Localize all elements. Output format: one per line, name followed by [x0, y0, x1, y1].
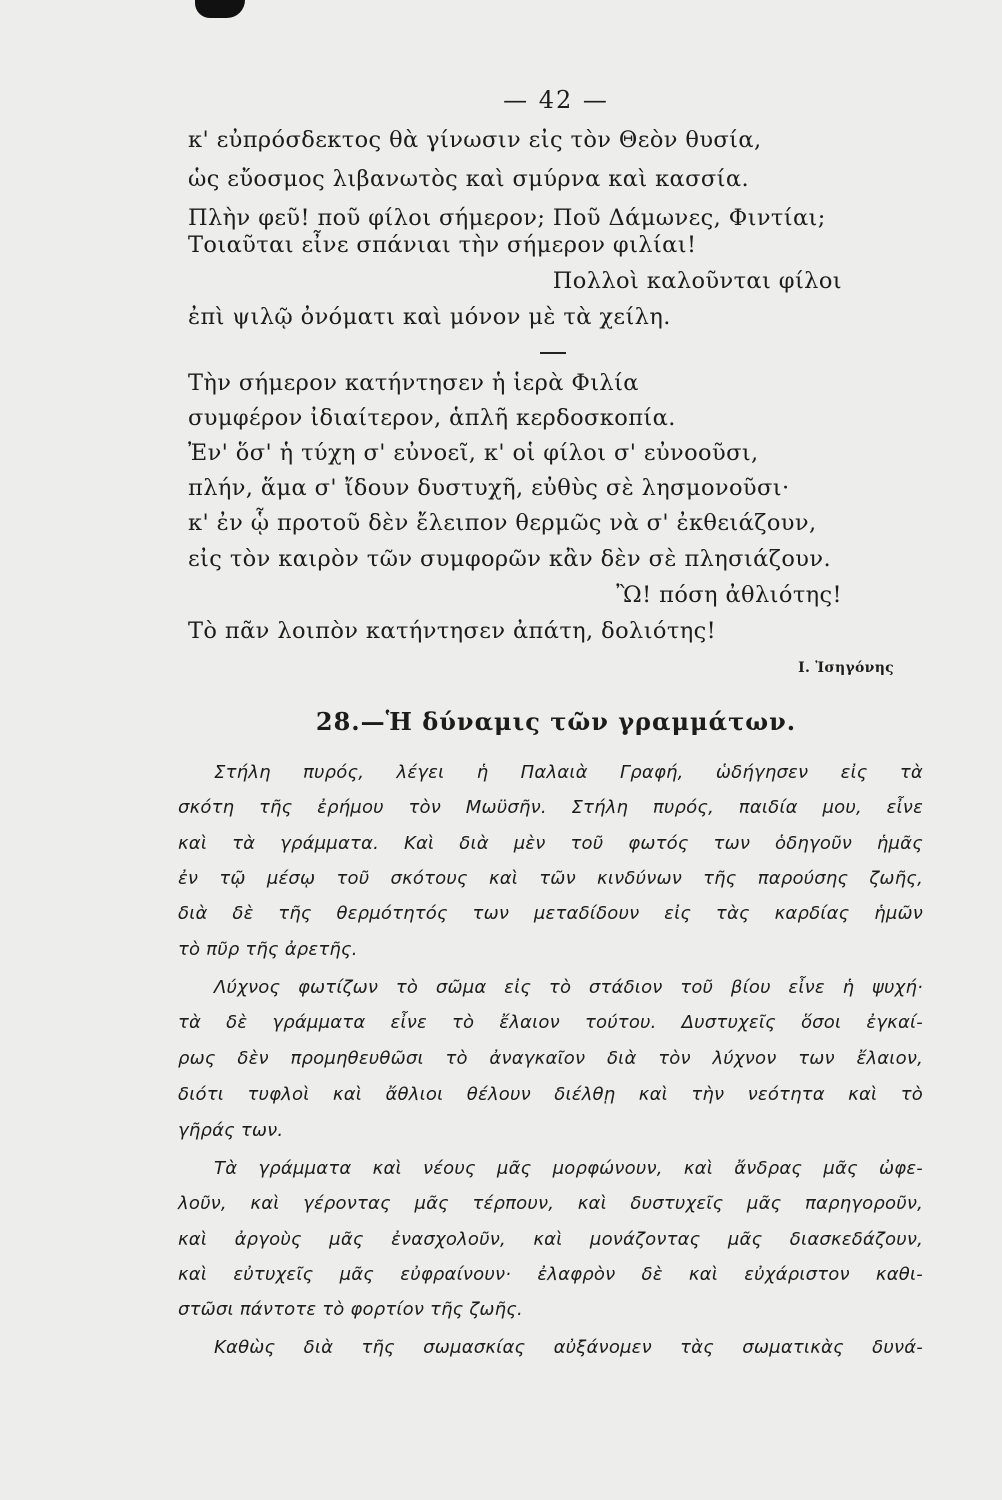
prose-line: διότι τυφλοὶ καὶ ἄθλιοι θέλουν διέλθῃ καὶ τὴν νεότητα καὶ τὸ	[178, 1084, 923, 1105]
poem-line: Ἐν' ὅσ' ἡ τύχη σ' εὐνοεῖ, κ' οἱ φίλοι σ' εὐνοοῦσι,	[188, 440, 759, 466]
prose-line: καὶ ἀργοὺς μᾶς ἐνασχολοῦν, καὶ μονάζοντας μᾶς διασκεδάζουν,	[178, 1229, 923, 1250]
prose-line: γῆράς των.	[178, 1120, 284, 1141]
prose-line: Λύχνος φωτίζων τὸ σῶμα εἰς τὸ στάδιον τοῦ βίου εἶνε ἡ ψυχή·	[214, 977, 923, 998]
page-number: — 42 —	[503, 86, 609, 114]
prose-line: ρως δὲν προμηθευθῶσι τὸ ἀναγκαῖον διὰ τὸν λύχνον των ἔλαιον,	[178, 1048, 923, 1069]
poem-line: πλήν, ἅμα σ' ἴδουν δυστυχῆ, εὐθὺς σὲ λησμονοῦσι·	[188, 475, 790, 501]
poem-line: Τοιαῦται εἶνε σπάνιαι τὴν σήμερον φιλίαι!	[188, 232, 697, 258]
prose-line: τὸ πῦρ τῆς ἀρετῆς.	[178, 939, 358, 960]
poem-line: Τὴν σήμερον κατήντησεν ἡ ἱερὰ Φιλία	[188, 370, 639, 396]
chapter-heading: 28.—Ἡ δύναμις τῶν γραμμάτων.	[315, 707, 797, 736]
poem-line: κ' ἐν ᾧ προτοῦ δὲν ἔλειπον θερμῶς νὰ σ' ἐκθειάζουν,	[188, 510, 817, 536]
prose-line: Στήλη πυρός, λέγει ἡ Παλαιὰ Γραφή, ὡδήγησεν εἰς τὰ	[214, 762, 923, 783]
poem-line: Ὢ! πόση ἀθλιότης!	[616, 582, 842, 608]
poem-line: ἐπὶ ψιλῷ ὀνόματι καὶ μόνον μὲ τὰ χείλη.	[188, 304, 671, 330]
prose-line: τὰ δὲ γράμματα εἶνε τὸ ἔλαιον τούτου. Δυστυχεῖς ὅσοι ἐγκαί-	[178, 1012, 923, 1033]
poem-line: Πλὴν φεῦ! ποῦ φίλοι σήμερον; Ποῦ Δάμωνες, Φιντίαι;	[188, 205, 826, 231]
prose-line: σκότη τῆς ἐρήμου τὸν Μωϋσῆν. Στήλη πυρός, παιδία μου, εἶνε	[178, 797, 923, 818]
prose-line: ἐν τῷ μέσῳ τοῦ σκότους καὶ τῶν κινδύνων τῆς παρούσης ζωῆς,	[178, 868, 923, 889]
prose-line: στῶσι πάντοτε τὸ φορτίον τῆς ζωῆς.	[178, 1299, 523, 1320]
prose-line: διὰ δὲ τῆς θερμότητός των μεταδίδουν εἰς τὰς καρδίας ἡμῶν	[178, 903, 923, 924]
poem-line: Τὸ πᾶν λοιπὸν κατήντησεν ἀπάτη, δολιότης!	[188, 618, 717, 644]
author-signature: Ι. Ἰσηγόνης	[798, 660, 894, 676]
prose-line: Τὰ γράμματα καὶ νέους μᾶς μορφώνουν, καὶ ἄνδρας μᾶς ὠφε-	[214, 1158, 923, 1179]
prose-line: καὶ εὐτυχεῖς μᾶς εὐφραίνουν· ἐλαφρὸν δὲ καὶ εὐχάριστον καθι-	[178, 1264, 923, 1285]
poem-line: Πολλοὶ καλοῦνται φίλοι	[552, 268, 842, 294]
prose-line: λοῦν, καὶ γέροντας μᾶς τέρπουν, καὶ δυστυχεῖς μᾶς παρηγοροῦν,	[178, 1193, 923, 1214]
poem-line: εἰς τὸν καιρὸν τῶν συμφορῶν κἂν δὲν σὲ πλησιάζουν.	[188, 546, 832, 572]
section-divider	[540, 352, 566, 354]
poem-line: συμφέρον ἰδιαίτερον, ἁπλῆ κερδοσκοπία.	[188, 405, 676, 431]
ink-blot	[195, 0, 245, 18]
poem-line: ὡς εὔοσμος λιβανωτὸς καὶ σμύρνα καὶ κασσία.	[188, 166, 750, 192]
prose-line: Καθὼς διὰ τῆς σωμασκίας αὐξάνομεν τὰς σωματικὰς δυνά-	[214, 1337, 923, 1358]
prose-line: καὶ τὰ γράμματα. Καὶ διὰ μὲν τοῦ φωτός των ὁδηγοῦν ἡμᾶς	[178, 833, 923, 854]
poem-line: κ' εὐπρόσδεκτος θὰ γίνωσιν εἰς τὸν Θεὸν θυσία,	[188, 127, 762, 153]
